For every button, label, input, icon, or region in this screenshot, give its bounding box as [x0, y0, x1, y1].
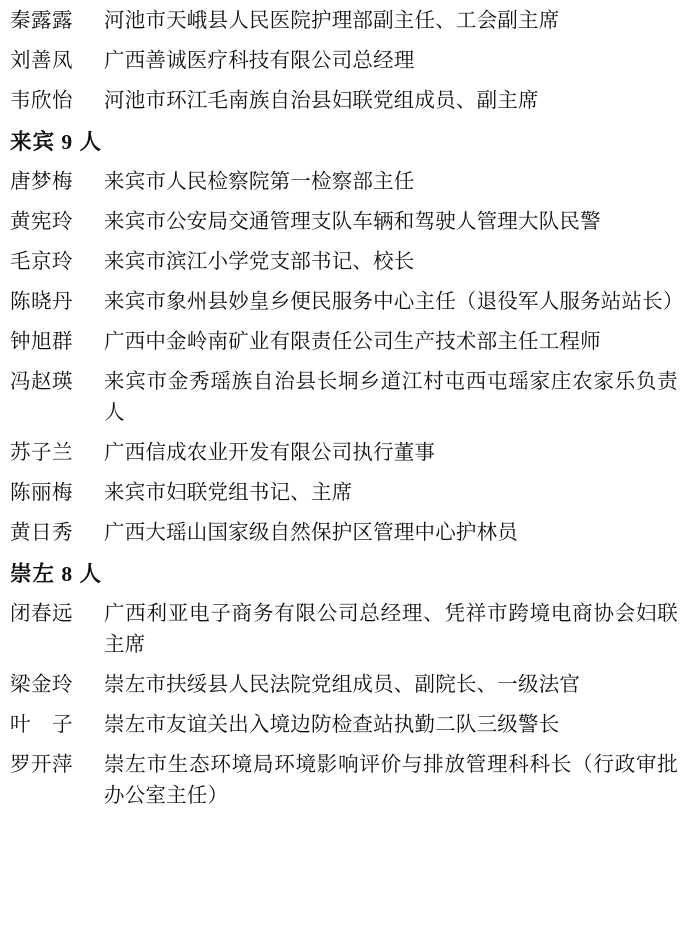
person-title: 广西中金岭南矿业有限责任公司生产技术部主任工程师	[104, 331, 601, 353]
list-item	[10, 327, 678, 358]
list-item	[10, 478, 678, 509]
list-item	[10, 46, 678, 77]
person-name: 冯赵瑛	[10, 371, 73, 393]
person-name: 刘善凤	[10, 50, 73, 72]
list-item	[10, 367, 678, 429]
list-item	[10, 518, 678, 549]
person-title: 来宾市公安局交通管理支队车辆和驾驶人管理大队民警	[104, 211, 601, 233]
list-item	[10, 207, 678, 238]
person-title: 广西大瑶山国家级自然保护区管理中心护林员	[104, 522, 518, 544]
person-name: 叶 子	[10, 714, 73, 736]
person-name: 唐梦梅	[10, 171, 73, 193]
person-title: 来宾市象州县妙皇乡便民服务中心主任（退役军人服务站站长）	[104, 291, 684, 313]
person-name: 梁金玲	[10, 674, 73, 696]
list-item	[10, 287, 684, 318]
list-item	[10, 167, 678, 198]
person-name: 秦露露	[10, 10, 73, 32]
list-item	[10, 710, 678, 741]
person-name: 陈丽梅	[10, 482, 73, 504]
person-name: 苏子兰	[10, 442, 73, 464]
person-name: 韦欣怡	[10, 90, 73, 112]
list-item	[10, 438, 678, 469]
section-heading: 崇左 8 人	[10, 562, 103, 586]
person-title: 广西善诚医疗科技有限公司总经理	[104, 50, 415, 72]
person-title: 来宾市人民检察院第一检察部主任	[104, 171, 415, 193]
person-title: 来宾市妇联党组书记、主席	[104, 482, 353, 504]
person-title: 来宾市金秀瑶族自治县长垌乡道江村屯西屯瑶家庄农家乐负责人	[104, 371, 678, 424]
person-title: 来宾市滨江小学党支部书记、校长	[104, 251, 415, 273]
person-name: 毛京玲	[10, 251, 73, 273]
person-title: 崇左市友谊关出入境边防检查站执勤二队三级警长	[104, 714, 560, 736]
person-name: 陈晓丹	[10, 291, 73, 313]
person-title: 崇左市扶绥县人民法院党组成员、副院长、一级法官	[104, 674, 581, 696]
list-item	[10, 247, 678, 278]
person-title: 崇左市生态环境局环境影响评价与排放管理科科长（行政审批办公室主任）	[104, 754, 678, 807]
person-title: 河池市环江毛南族自治县妇联党组成员、副主席	[104, 90, 539, 112]
list-item	[10, 6, 678, 37]
section-heading: 来宾 9 人	[10, 130, 103, 154]
person-name: 黄日秀	[10, 522, 73, 544]
person-name: 罗开萍	[10, 754, 73, 776]
list-item	[10, 750, 678, 812]
person-name: 闭春远	[10, 603, 73, 625]
person-name: 钟旭群	[10, 331, 73, 353]
list-item	[10, 670, 678, 701]
person-name: 黄宪玲	[10, 211, 73, 233]
person-title: 广西信成农业开发有限公司执行董事	[104, 442, 436, 464]
person-title: 广西利亚电子商务有限公司总经理、凭祥市跨境电商协会妇联主席	[104, 603, 678, 656]
person-title: 河池市天峨县人民医院护理部副主任、工会副主席	[104, 10, 560, 32]
list-item	[10, 86, 678, 117]
list-item	[10, 599, 678, 661]
